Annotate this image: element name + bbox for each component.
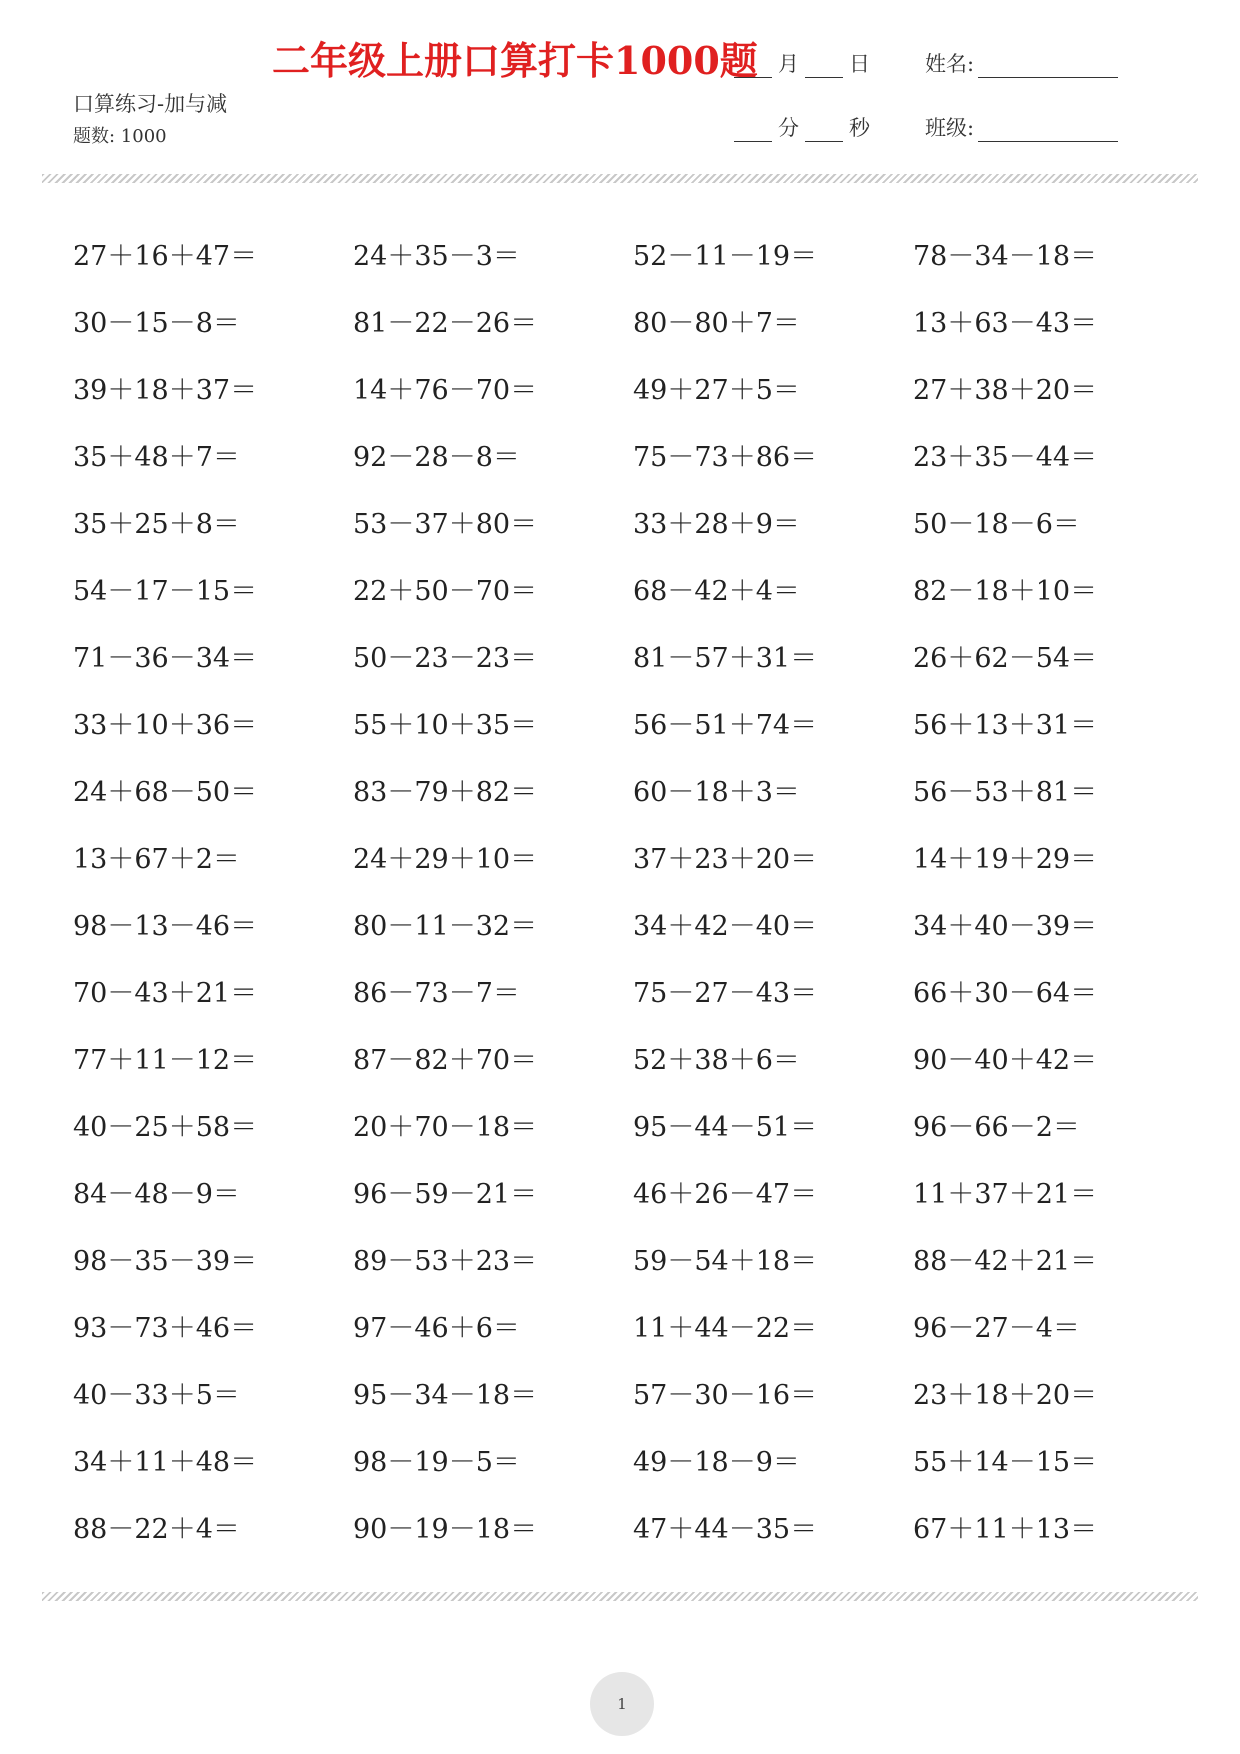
math-problem: 56＋13＋31＝: [913, 710, 1098, 741]
math-problem: 53－37＋80＝: [353, 509, 538, 540]
math-problem: 54－17－15＝: [73, 576, 258, 607]
math-problem: 89－53＋23＝: [353, 1246, 538, 1277]
math-problem: 56－53＋81＝: [913, 777, 1098, 808]
math-problem: 96－66－2＝: [913, 1112, 1080, 1143]
name-label: 姓名:: [925, 52, 975, 76]
math-problem: 98－19－5＝: [353, 1447, 520, 1478]
math-problem: 88－22＋4＝: [73, 1514, 240, 1545]
math-problem: 30－15－8＝: [73, 308, 240, 339]
math-problem: 56－51＋74＝: [633, 710, 818, 741]
math-problem: 20＋70－18＝: [353, 1112, 538, 1143]
math-problem: 83－79＋82＝: [353, 777, 538, 808]
math-problem: 75－73＋86＝: [633, 442, 818, 473]
math-problem: 88－42＋21＝: [913, 1246, 1098, 1277]
math-problem: 24＋29＋10＝: [353, 844, 538, 875]
math-problem: 35＋48＋7＝: [73, 442, 240, 473]
math-problem: 81－22－26＝: [353, 308, 538, 339]
math-problem: 11＋37＋21＝: [913, 1179, 1098, 1210]
math-problem: 95－44－51＝: [633, 1112, 818, 1143]
math-problem: 52－11－19＝: [633, 241, 818, 272]
math-problem: 87－82＋70＝: [353, 1045, 538, 1076]
math-problem: 27＋16＋47＝: [73, 241, 258, 272]
second-blank[interactable]: [805, 123, 843, 142]
math-problem: 92－28－8＝: [353, 442, 520, 473]
problem-count: 题数: 1000: [73, 126, 167, 147]
math-problem: 71－36－34＝: [73, 643, 258, 674]
day-label: 日: [849, 52, 870, 76]
second-label: 秒: [849, 116, 870, 140]
math-problem: 90－40＋42＝: [913, 1045, 1098, 1076]
time-field: [728, 112, 870, 142]
math-problem: 47＋44－35＝: [633, 1514, 818, 1545]
math-problem: 34＋11＋48＝: [73, 1447, 258, 1478]
math-problem: 49－18－9＝: [633, 1447, 800, 1478]
math-problem: 24＋68－50＝: [73, 777, 258, 808]
name-blank[interactable]: [978, 59, 1118, 78]
math-problem: 55＋14－15＝: [913, 1447, 1098, 1478]
date-field: [728, 48, 870, 78]
math-problem: 33＋28＋9＝: [633, 509, 800, 540]
worksheet-subtitle: 口算练习-加与减: [73, 92, 228, 116]
minute-blank[interactable]: [734, 123, 772, 142]
page-title: 二年级上册口算打卡1000题: [272, 38, 758, 83]
math-problem: 11＋44－22＝: [633, 1313, 818, 1344]
math-problem: 60－18＋3＝: [633, 777, 800, 808]
math-problem: 57－30－16＝: [633, 1380, 818, 1411]
math-problem: 96－59－21＝: [353, 1179, 538, 1210]
math-problem: 50－18－6＝: [913, 509, 1080, 540]
math-problem: 90－19－18＝: [353, 1514, 538, 1545]
math-problem: 50－23－23＝: [353, 643, 538, 674]
math-problem: 13＋67＋2＝: [73, 844, 240, 875]
math-problem: 35＋25＋8＝: [73, 509, 240, 540]
math-problem: 96－27－4＝: [913, 1313, 1080, 1344]
math-problem: 82－18＋10＝: [913, 576, 1098, 607]
math-problem: 52＋38＋6＝: [633, 1045, 800, 1076]
math-problem: 22＋50－70＝: [353, 576, 538, 607]
problem-grid: [73, 237, 1193, 1577]
math-problem: 98－13－46＝: [73, 911, 258, 942]
math-problem: 97－46＋6＝: [353, 1313, 520, 1344]
day-blank[interactable]: [805, 59, 843, 78]
math-problem: 70－43＋21＝: [73, 978, 258, 1009]
math-problem: 24＋35－3＝: [353, 241, 520, 272]
month-label: 月: [778, 52, 799, 76]
math-problem: 84－48－9＝: [73, 1179, 240, 1210]
top-divider: [42, 174, 1198, 183]
math-problem: 49＋27＋5＝: [633, 375, 800, 406]
math-problem: 78－34－18＝: [913, 241, 1098, 272]
math-problem: 13＋63－43＝: [913, 308, 1098, 339]
math-problem: 40－25＋58＝: [73, 1112, 258, 1143]
math-problem: 67＋11＋13＝: [913, 1514, 1098, 1545]
math-problem: 95－34－18＝: [353, 1380, 538, 1411]
math-problem: 66＋30－64＝: [913, 978, 1098, 1009]
math-problem: 14＋19＋29＝: [913, 844, 1098, 875]
class-blank[interactable]: [978, 123, 1118, 142]
math-problem: 46＋26－47＝: [633, 1179, 818, 1210]
math-problem: 80－11－32＝: [353, 911, 538, 942]
math-problem: 68－42＋4＝: [633, 576, 800, 607]
math-problem: 33＋10＋36＝: [73, 710, 258, 741]
math-problem: 75－27－43＝: [633, 978, 818, 1009]
math-problem: 23＋35－44＝: [913, 442, 1098, 473]
class-field: [925, 112, 1124, 142]
name-field: [925, 48, 1124, 78]
math-problem: 77＋11－12＝: [73, 1045, 258, 1076]
page-number: 1: [590, 1672, 654, 1736]
math-problem: 37＋23＋20＝: [633, 844, 818, 875]
math-problem: 80－80＋7＝: [633, 308, 800, 339]
math-problem: 39＋18＋37＝: [73, 375, 258, 406]
bottom-divider: [42, 1592, 1198, 1601]
math-problem: 27＋38＋20＝: [913, 375, 1098, 406]
math-problem: 86－73－7＝: [353, 978, 520, 1009]
math-problem: 59－54＋18＝: [633, 1246, 818, 1277]
minute-label: 分: [778, 116, 799, 140]
math-problem: 14＋76－70＝: [353, 375, 538, 406]
math-problem: 81－57＋31＝: [633, 643, 818, 674]
math-problem: 55＋10＋35＝: [353, 710, 538, 741]
math-problem: 26＋62－54＝: [913, 643, 1098, 674]
class-label: 班级:: [925, 116, 975, 140]
math-problem: 23＋18＋20＝: [913, 1380, 1098, 1411]
math-problem: 34＋42－40＝: [633, 911, 818, 942]
math-problem: 98－35－39＝: [73, 1246, 258, 1277]
math-problem: 34＋40－39＝: [913, 911, 1098, 942]
month-blank[interactable]: [734, 59, 772, 78]
math-problem: 40－33＋5＝: [73, 1380, 240, 1411]
math-problem: 93－73＋46＝: [73, 1313, 258, 1344]
